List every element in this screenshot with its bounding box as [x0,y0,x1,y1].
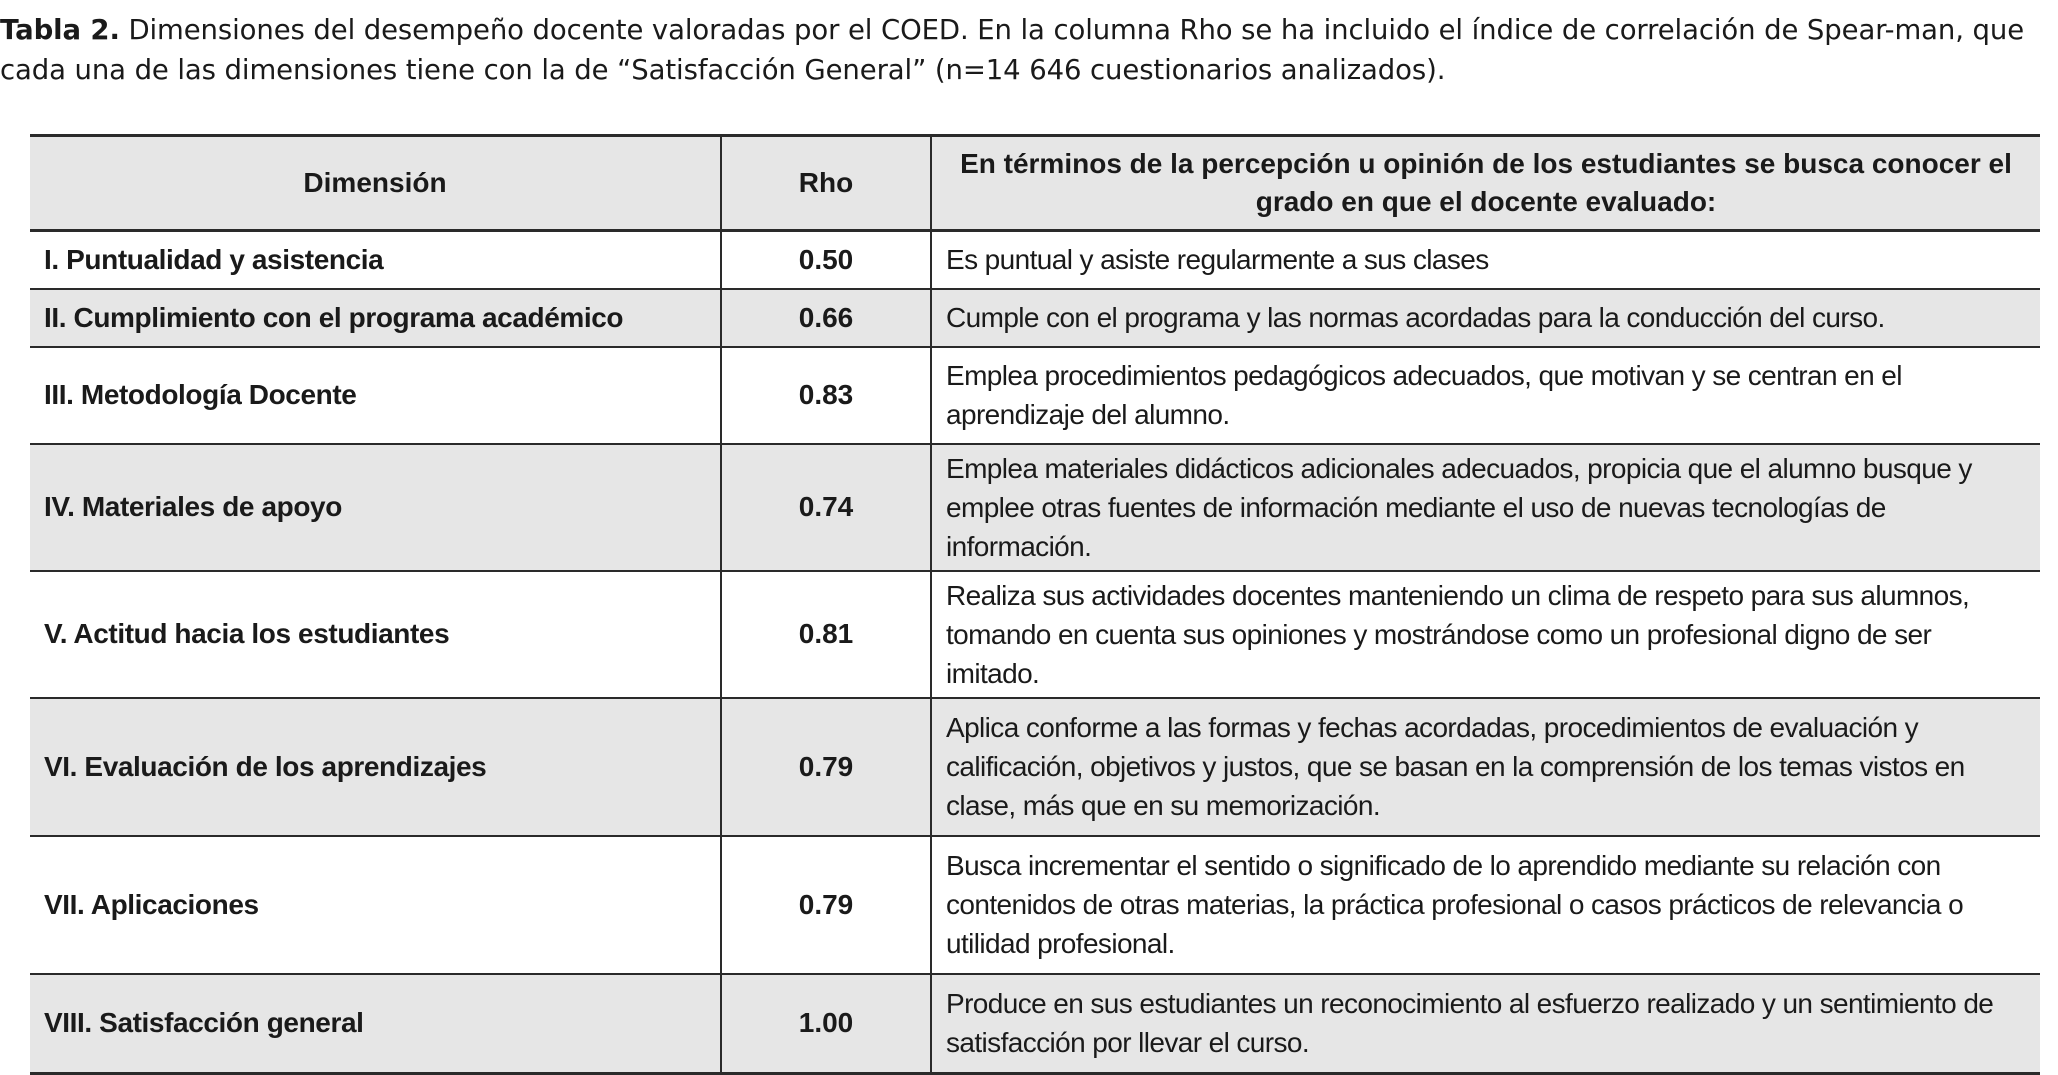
cell-description: Produce en sus estudiantes un reconocimiento al esfuerzo realizado y un sentimiento de satisfacción por llevar el curso. [931,974,2040,1074]
cell-description: Realiza sus actividades docentes manteniendo un clima de respeto para sus alumnos, tomando en cuenta sus opiniones y mostrándose como un profesional digno de ser imitado. [931,571,2040,698]
dimensions-table [30,134,2040,1075]
caption-label: Tabla 2. [0,14,120,46]
cell-rho: 0.83 [721,347,931,444]
cell-description: Es puntual y asiste regularmente a sus clases [931,231,2040,289]
cell-rho: 0.79 [721,836,931,974]
cell-description: Busca incrementar el sentido o significado de lo aprendido mediante su relación con contenidos de otras materias, la práctica profesional o casos prácticos de relevancia o utilidad profesional. [931,836,2040,974]
header-description: En términos de la percepción u opinión de los estudiantes se busca conocer el grado en que el docente evaluado: [931,136,2040,231]
cell-description: Aplica conforme a las formas y fechas acordadas, procedimientos de evaluación y calificación, objetivos y justos, que se basan en la comprensión de los temas vistos en clase, más que en su memorización. [931,698,2040,836]
table-row [30,836,2040,974]
cell-dimension: III. Metodología Docente [30,347,721,444]
cell-rho: 0.66 [721,289,931,347]
cell-dimension: IV. Materiales de apoyo [30,444,721,571]
table-row [30,571,2040,698]
cell-dimension: V. Actitud hacia los estudiantes [30,571,721,698]
cell-description: Emplea materiales didácticos adicionales adecuados, propicia que el alumno busque y emplee otras fuentes de información mediante el uso de nuevas tecnologías de información. [931,444,2040,571]
table-row [30,289,2040,347]
cell-rho: 0.79 [721,698,931,836]
cell-dimension: VII. Aplicaciones [30,836,721,974]
cell-description: Emplea procedimientos pedagógicos adecuados, que motivan y se centran en el aprendizaje del alumno. [931,347,2040,444]
cell-dimension: VIII. Satisfacción general [30,974,721,1074]
table-row [30,698,2040,836]
cell-rho: 0.50 [721,231,931,289]
table-header-row [30,136,2040,231]
table-row [30,444,2040,571]
header-rho: Rho [721,136,931,231]
cell-rho: 0.74 [721,444,931,571]
table-row [30,347,2040,444]
table-caption [0,10,2040,90]
cell-description: Cumple con el programa y las normas acordadas para la conducción del curso. [931,289,2040,347]
table-row [30,231,2040,289]
cell-dimension: I. Puntualidad y asistencia [30,231,721,289]
cell-dimension: II. Cumplimiento con el programa académico [30,289,721,347]
cell-rho: 1.00 [721,974,931,1074]
cell-dimension: VI. Evaluación de los aprendizajes [30,698,721,836]
header-dimension: Dimensión [30,136,721,231]
table-row [30,974,2040,1074]
caption-text: Dimensiones del desempeño docente valoradas por el COED. En la columna Rho se ha incluido el índice de correlación de Spear-man, que cada una de las dimensiones tiene con la de “Satisfacción General” (n=14 646 cuestionarios analizados). [0,14,2025,86]
cell-rho: 0.81 [721,571,931,698]
